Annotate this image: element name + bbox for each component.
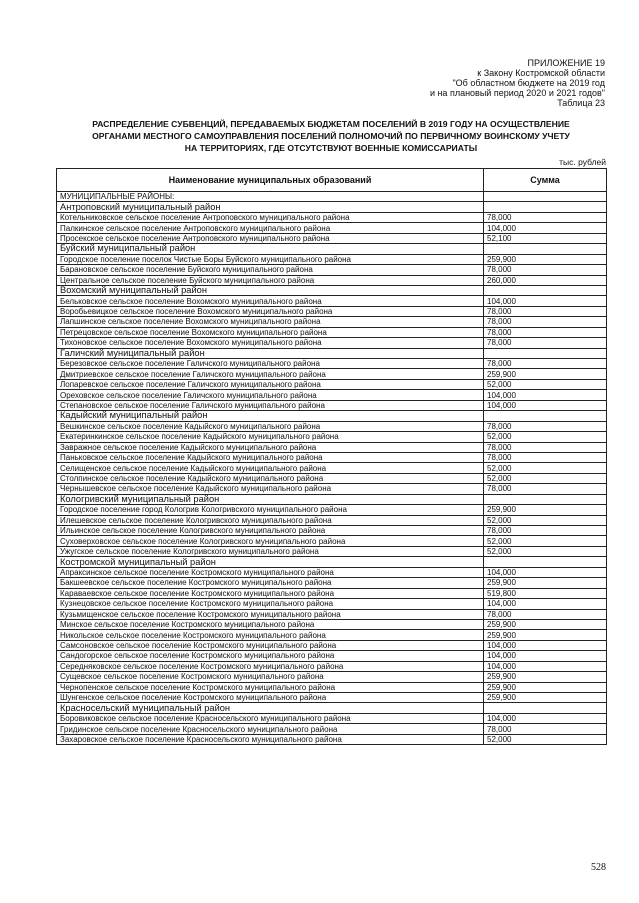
municipality-name-cell: Кузьмищенское сельское поселение Костромского муниципального района [57, 609, 484, 619]
amount-cell: 78,000 [484, 421, 607, 431]
law-reference: к Закону Костромской области [477, 68, 605, 78]
amount-cell: 78,000 [484, 526, 607, 536]
amount-cell [484, 411, 607, 421]
amount-cell: 260,000 [484, 275, 607, 285]
amount-cell: 104,000 [484, 390, 607, 400]
table-row [57, 379, 607, 389]
municipality-name-cell: Завражное сельское поселение Кадыйского муниципального района [57, 442, 484, 452]
column-header-name: Наименование муниципальных образований [57, 169, 484, 192]
title-line-3: НА ТЕРРИТОРИЯХ, ГДЕ ОТСУТСТВУЮТ ВОЕННЫЕ КОМИССАРИАТЫ [184, 143, 478, 153]
municipality-name-cell: Городское поселение город Кологрив Кологривского муниципального района [57, 505, 484, 515]
table-header-row [57, 169, 607, 192]
amount-cell: 52,000 [484, 515, 607, 525]
table-row [57, 212, 607, 222]
municipality-name-cell: Степановское сельское поселение Галичского муниципального района [57, 400, 484, 410]
section-header-row [57, 192, 607, 202]
amount-cell: 52,000 [484, 536, 607, 546]
table-row [57, 254, 607, 264]
municipality-name-cell: Боровиковское сельское поселение Красносельского муниципального района [57, 713, 484, 723]
title-line-1: РАСПРЕДЕЛЕНИЕ СУБВЕНЦИЙ, ПЕРЕДАВАЕМЫХ БЮДЖЕТАМ ПОСЕЛЕНИЙ В 2019 ГОДУ НА ОСУЩЕСТВЛЕНИЕ [92, 119, 570, 129]
amount-cell: 259,900 [484, 630, 607, 640]
law-title-line-1: "Об областном бюджете на 2019 год [452, 78, 605, 88]
amount-cell: 78,000 [484, 609, 607, 619]
law-title-line-2: и на плановый период 2020 и 2021 годов" [429, 88, 605, 98]
district-header-row [57, 557, 607, 567]
municipality-name-cell: Кологривский муниципальный район [57, 494, 484, 504]
table-row [57, 693, 607, 703]
amount-cell: 78,000 [484, 306, 607, 316]
municipality-name-cell: Вешкинское сельское поселение Кадыйского муниципального района [57, 421, 484, 431]
municipality-name-cell: Апраксинское сельское поселение Костромского муниципального района [57, 567, 484, 577]
district-header-row [57, 703, 607, 713]
amount-cell [484, 494, 607, 504]
municipality-name-cell: Лопаревское сельское поселение Галичского муниципального района [57, 379, 484, 389]
municipality-name-cell: Чернышевское сельское поселение Кадыйского муниципального района [57, 484, 484, 494]
municipality-name-cell: Бельковское сельское поселение Вохомского муниципального района [57, 296, 484, 306]
amount-cell [484, 285, 607, 295]
municipality-name-cell: Костромской муниципальный район [57, 557, 484, 567]
amount-cell: 78,000 [484, 359, 607, 369]
table-row [57, 463, 607, 473]
municipality-name-cell: Бакшеевское сельское поселение Костромского муниципального района [57, 578, 484, 588]
subsidy-table [56, 168, 607, 745]
amount-cell: 104,000 [484, 223, 607, 233]
table-row [57, 651, 607, 661]
amount-cell: 52,000 [484, 432, 607, 442]
table-row [57, 672, 607, 682]
municipality-name-cell: Кузнецовское сельское поселение Костромского муниципального района [57, 599, 484, 609]
municipality-name-cell: Екатеринкинское сельское поселение Кадыйского муниципального района [57, 432, 484, 442]
municipality-name-cell: Самсоновское сельское поселение Костромского муниципального района [57, 640, 484, 650]
district-header-row [57, 244, 607, 254]
amount-cell [484, 348, 607, 358]
table-row [57, 630, 607, 640]
district-header-row [57, 494, 607, 504]
amount-cell: 259,900 [484, 369, 607, 379]
municipality-name-cell: Ореховское сельское поселение Галичского муниципального района [57, 390, 484, 400]
amount-cell: 259,900 [484, 578, 607, 588]
amount-cell: 104,000 [484, 599, 607, 609]
municipality-name-cell: Ильинское сельское поселение Кологривского муниципального района [57, 526, 484, 536]
table-row [57, 609, 607, 619]
table-row [57, 442, 607, 452]
amount-cell: 104,000 [484, 400, 607, 410]
municipality-name-cell: Березовское сельское поселение Галичского муниципального района [57, 359, 484, 369]
amount-cell: 104,000 [484, 640, 607, 650]
amount-cell: 52,000 [484, 734, 607, 744]
table-row [57, 275, 607, 285]
table-row [57, 452, 607, 462]
amount-cell: 78,000 [484, 212, 607, 222]
municipality-name-cell: Барановское сельское поселение Буйского муниципального района [57, 265, 484, 275]
table-row [57, 546, 607, 556]
municipality-name-cell: Красносельский муниципальный район [57, 703, 484, 713]
amount-cell [484, 192, 607, 202]
appendix-label: ПРИЛОЖЕНИЕ 19 [527, 58, 605, 68]
table-row [57, 619, 607, 629]
table-row [57, 567, 607, 577]
municipality-name-cell: Антроповский муниципальный район [57, 202, 484, 212]
table-row [57, 233, 607, 243]
amount-cell: 52,000 [484, 463, 607, 473]
municipality-name-cell: Минское сельское поселение Костромского муниципального района [57, 619, 484, 629]
amount-cell: 78,000 [484, 484, 607, 494]
municipality-name-cell: Сущевское сельское поселение Костромского муниципального района [57, 672, 484, 682]
amount-cell [484, 202, 607, 212]
table-row [57, 359, 607, 369]
municipality-name-cell: Суховерховское сельское поселение Кологривского муниципального района [57, 536, 484, 546]
table-row [57, 338, 607, 348]
municipality-name-cell: Сандогорское сельское поселение Костромского муниципального района [57, 651, 484, 661]
amount-cell: 52,000 [484, 546, 607, 556]
amount-cell: 78,000 [484, 327, 607, 337]
amount-cell: 259,900 [484, 505, 607, 515]
amount-cell [484, 244, 607, 254]
amount-cell: 78,000 [484, 265, 607, 275]
municipality-name-cell: Галичский муниципальный район [57, 348, 484, 358]
amount-cell: 104,000 [484, 296, 607, 306]
amount-cell [484, 703, 607, 713]
municipality-name-cell: Середняковское сельское поселение Костромского муниципального района [57, 661, 484, 671]
table-row [57, 432, 607, 442]
table-row [57, 421, 607, 431]
district-header-row [57, 411, 607, 421]
municipality-name-cell: Котельниковское сельское поселение Антроповского муниципального района [57, 212, 484, 222]
amount-cell: 104,000 [484, 567, 607, 577]
appendix-header [305, 58, 605, 108]
municipality-name-cell: Просекское сельское поселение Антроповского муниципального района [57, 233, 484, 243]
amount-cell: 519,800 [484, 588, 607, 598]
amount-cell: 52,100 [484, 233, 607, 243]
municipality-name-cell: Городское поселение поселок Чистые Боры Буйского муниципального района [57, 254, 484, 264]
table-row [57, 599, 607, 609]
municipality-name-cell: Никольское сельское поселение Костромского муниципального района [57, 630, 484, 640]
municipality-name-cell: Гридинское сельское поселение Красносельского муниципального района [57, 724, 484, 734]
table-row [57, 713, 607, 723]
table-row [57, 296, 607, 306]
document-title [55, 118, 607, 154]
table-body [57, 192, 607, 745]
table-row [57, 734, 607, 744]
municipality-name-cell: Шунгенское сельское поселение Костромского муниципального района [57, 693, 484, 703]
district-header-row [57, 285, 607, 295]
amount-cell: 259,900 [484, 254, 607, 264]
title-line-2: ОРГАНАМИ МЕСТНОГО САМОУПРАВЛЕНИЯ ПОСЕЛЕНИЙ ПОЛНОМОЧИЙ ПО ПЕРВИЧНОМУ ВОИНСКОМУ УЧЕТУ [92, 131, 570, 141]
district-header-row [57, 348, 607, 358]
table-number: Таблица 23 [557, 98, 605, 108]
municipality-name-cell: Ужугское сельское поселение Кологривского муниципального района [57, 546, 484, 556]
table-row [57, 661, 607, 671]
table-row [57, 640, 607, 650]
table-row [57, 682, 607, 692]
table-row [57, 265, 607, 275]
table-row [57, 473, 607, 483]
page-number: 528 [591, 862, 606, 873]
table-row [57, 515, 607, 525]
table-row [57, 724, 607, 734]
amount-cell: 104,000 [484, 651, 607, 661]
table-row [57, 526, 607, 536]
municipality-name-cell: Тихоновское сельское поселение Вохомского муниципального района [57, 338, 484, 348]
amount-cell: 259,900 [484, 619, 607, 629]
table-row [57, 317, 607, 327]
table-row [57, 306, 607, 316]
table-row [57, 505, 607, 515]
amount-cell: 259,900 [484, 682, 607, 692]
municipality-name-cell: Селищенское сельское поселение Кадыйского муниципального района [57, 463, 484, 473]
municipality-name-cell: Дмитриевское сельское поселение Галичского муниципального района [57, 369, 484, 379]
table-row [57, 390, 607, 400]
municipality-name-cell: Воробьевицкое сельское поселение Вохомского муниципального района [57, 306, 484, 316]
amount-cell: 78,000 [484, 724, 607, 734]
municipality-name-cell: Паньковское сельское поселение Кадыйского муниципального района [57, 452, 484, 462]
municipality-name-cell: МУНИЦИПАЛЬНЫЕ РАЙОНЫ: [57, 192, 484, 202]
municipality-name-cell: Центральное сельское поселение Буйского муниципального района [57, 275, 484, 285]
table-row [57, 588, 607, 598]
units-label: тыс. рублей [559, 157, 606, 167]
table-row [57, 369, 607, 379]
municipality-name-cell: Лапшинское сельское поселение Вохомского муниципального района [57, 317, 484, 327]
amount-cell [484, 557, 607, 567]
amount-cell: 78,000 [484, 317, 607, 327]
table-row [57, 536, 607, 546]
amount-cell: 259,900 [484, 693, 607, 703]
amount-cell: 78,000 [484, 338, 607, 348]
table-row [57, 400, 607, 410]
municipality-name-cell: Илешевское сельское поселение Кологривского муниципального района [57, 515, 484, 525]
column-header-amount: Сумма [484, 169, 607, 192]
municipality-name-cell: Чернопенское сельское поселение Костромского муниципального района [57, 682, 484, 692]
amount-cell: 259,900 [484, 672, 607, 682]
municipality-name-cell: Захаровское сельское поселение Красносельского муниципального района [57, 734, 484, 744]
district-header-row [57, 202, 607, 212]
municipality-name-cell: Кадыйский муниципальный район [57, 411, 484, 421]
municipality-name-cell: Петрецовское сельское поселение Вохомского муниципального района [57, 327, 484, 337]
municipality-name-cell: Палкинское сельское поселение Антроповского муниципального района [57, 223, 484, 233]
amount-cell: 104,000 [484, 661, 607, 671]
table-row [57, 223, 607, 233]
amount-cell: 52,000 [484, 379, 607, 389]
municipality-name-cell: Вохомский муниципальный район [57, 285, 484, 295]
municipality-name-cell: Караваевское сельское поселение Костромского муниципального района [57, 588, 484, 598]
municipality-name-cell: Буйский муниципальный район [57, 244, 484, 254]
table-row [57, 578, 607, 588]
amount-cell: 78,000 [484, 442, 607, 452]
amount-cell: 52,000 [484, 473, 607, 483]
municipality-name-cell: Столпинское сельское поселение Кадыйского муниципального района [57, 473, 484, 483]
table-row [57, 484, 607, 494]
amount-cell: 78,000 [484, 452, 607, 462]
table-row [57, 327, 607, 337]
amount-cell: 104,000 [484, 713, 607, 723]
